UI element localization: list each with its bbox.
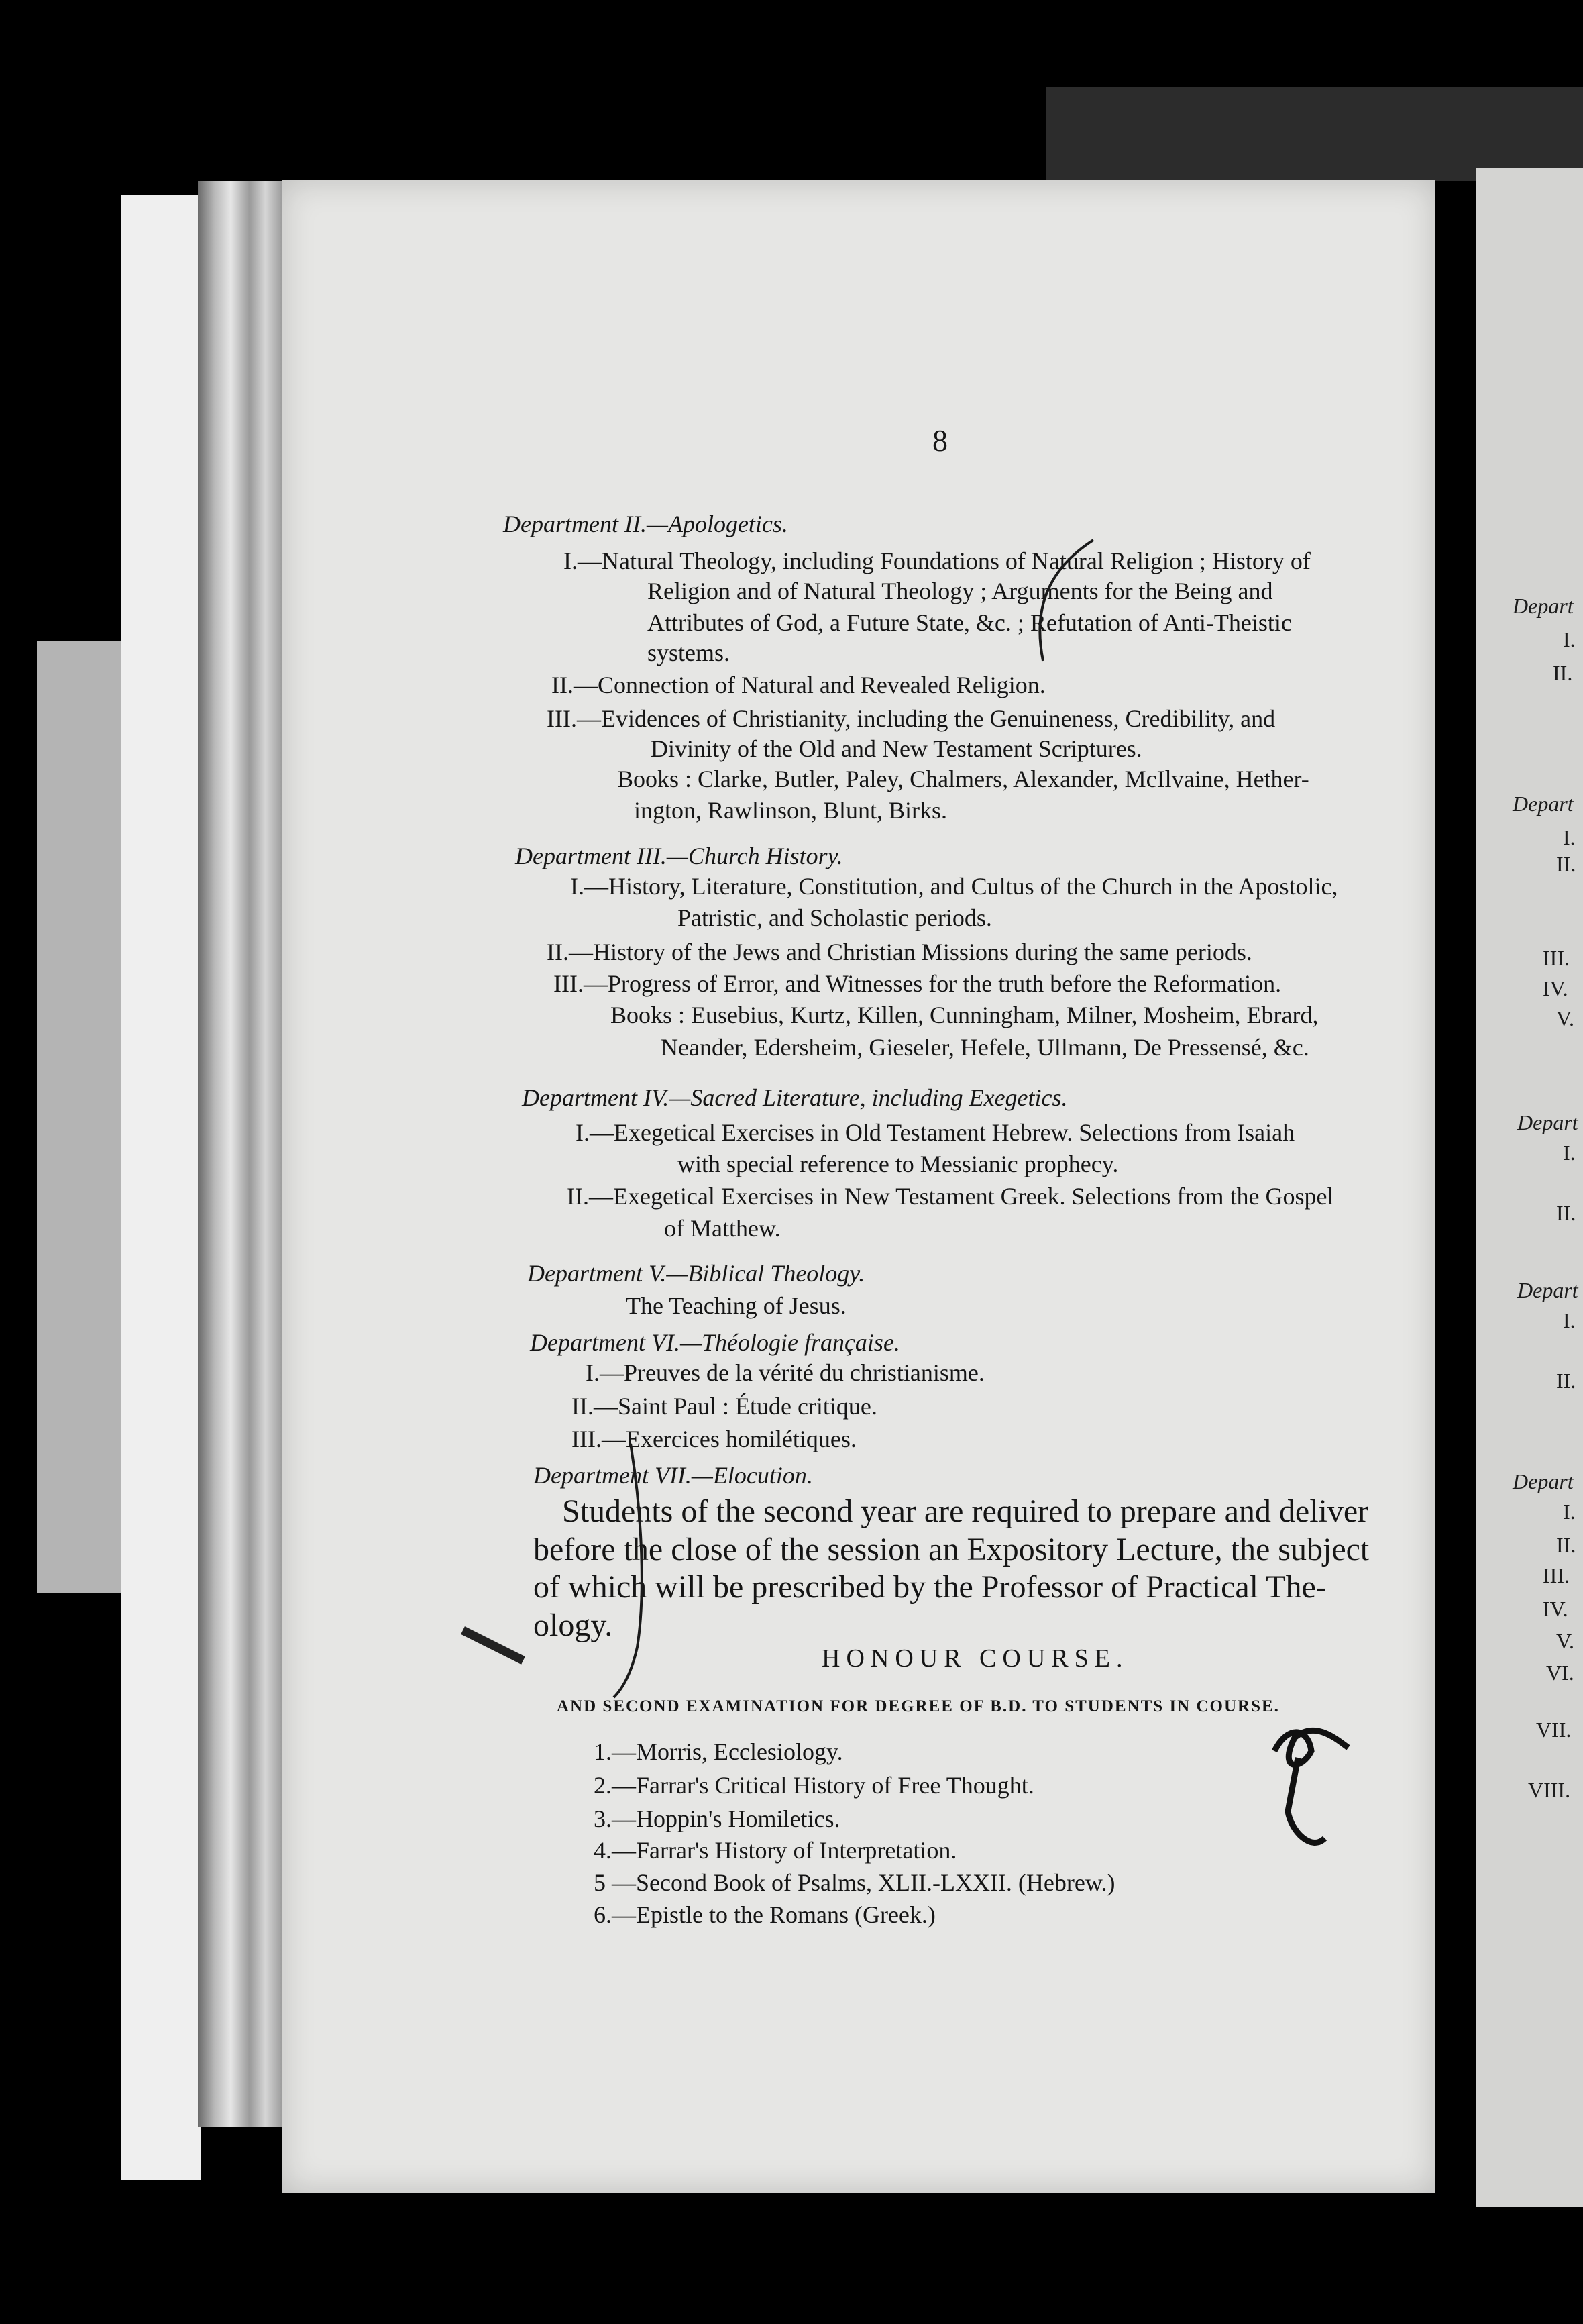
honour-course-item: 2.—Farrar's Critical History of Free Thought.	[594, 1772, 1034, 1799]
course-item-line: II.—History of the Jews and Christian Missions during the same periods.	[547, 939, 1252, 965]
department-heading: Department IV.—Sacred Literature, including Exegetics.	[522, 1084, 1068, 1111]
course-item-line: Books : Clarke, Butler, Paley, Chalmers, Alexander, McIlvaine, Hether-	[617, 765, 1309, 792]
course-item-line: Religion and of Natural Theology ; Arguments for the Being and	[647, 578, 1273, 604]
course-item-line: II.—Connection of Natural and Revealed Religion.	[551, 672, 1046, 698]
course-item-line: Neander, Edersheim, Gieseler, Hefele, Ullmann, De Pressensé, &c.	[661, 1034, 1309, 1061]
elocution-paragraph-line: ology.	[533, 1607, 613, 1643]
course-item-line: I.—Preuves de la vérité du christianisme.	[586, 1359, 985, 1386]
course-item-line: with special reference to Messianic prophecy.	[677, 1151, 1119, 1177]
facing-page-label: Depart	[1513, 594, 1574, 618]
elocution-paragraph-line: before the close of the session an Expository Lecture, the subject	[533, 1532, 1370, 1567]
department-heading: Department VII.—Elocution.	[533, 1462, 813, 1489]
handwritten-signature-mark	[1274, 1730, 1348, 1842]
course-item-line: Attributes of God, a Future State, &c. ; Refutation of Anti-Theistic	[647, 609, 1292, 636]
facing-page-label: II.	[1556, 1201, 1576, 1225]
course-item-line: Patristic, and Scholastic periods.	[677, 904, 992, 931]
facing-page-label: II.	[1556, 1533, 1576, 1557]
facing-page-label: VII.	[1536, 1718, 1572, 1742]
facing-page-label: I.	[1563, 627, 1576, 651]
facing-page-label: V.	[1556, 1006, 1574, 1031]
department-heading: Department II.—Apologetics.	[503, 511, 788, 537]
honour-course-title: HONOUR COURSE.	[822, 1644, 1129, 1673]
facing-page-label: I.	[1563, 1141, 1576, 1165]
course-item-line: II.—Saint Paul : Étude critique.	[571, 1393, 877, 1420]
honour-course-subtitle: AND SECOND EXAMINATION FOR DEGREE OF B.D. TO STUDENTS IN COURSE.	[557, 1697, 1280, 1715]
facing-page-label: VI.	[1546, 1660, 1574, 1685]
honour-course-item: 1.—Morris, Ecclesiology.	[594, 1738, 843, 1765]
course-item-line: I.—Exegetical Exercises in Old Testament Hebrew. Selections from Isaiah	[576, 1119, 1295, 1146]
facing-page-label: Depart	[1513, 1469, 1574, 1493]
facing-page-label: Depart	[1517, 1110, 1578, 1134]
page-number: 8	[932, 423, 948, 458]
facing-page-label: II.	[1556, 852, 1576, 876]
course-item-line: I.—Natural Theology, including Foundations of Natural Religion ; History of	[563, 547, 1311, 574]
facing-page-label: Depart	[1513, 792, 1574, 816]
honour-course-item: 5 —Second Book of Psalms, XLII.-LXXII. (Hebrew.)	[594, 1869, 1115, 1896]
facing-page-label: IV.	[1543, 976, 1568, 1000]
facing-page-label: III.	[1543, 1563, 1570, 1587]
honour-course-item: 4.—Farrar's History of Interpretation.	[594, 1837, 957, 1864]
course-item-line: I.—History, Literature, Constitution, and Cultus of the Church in the Apostolic,	[570, 873, 1338, 900]
course-item-line: ington, Rawlinson, Blunt, Birks.	[634, 797, 948, 824]
pen-stroke-mark	[1040, 540, 1093, 661]
facing-page-label: VIII.	[1528, 1778, 1571, 1802]
facing-page-label: IV.	[1543, 1597, 1568, 1621]
facing-page-label: III.	[1543, 946, 1570, 970]
pencil-arrow-mark	[463, 1630, 523, 1660]
facing-page-label: I.	[1563, 825, 1576, 849]
elocution-paragraph-line: Students of the second year are required to prepare and deliver	[562, 1493, 1369, 1529]
facing-page-label: I.	[1563, 1499, 1576, 1524]
facing-page-label: V.	[1556, 1629, 1574, 1653]
course-item-line: III.—Exercices homilétiques.	[571, 1426, 857, 1452]
elocution-paragraph-line: of which will be prescribed by the Professor of Practical The-	[533, 1569, 1327, 1605]
course-item-line: Books : Eusebius, Kurtz, Killen, Cunningham, Milner, Mosheim, Ebrard,	[610, 1002, 1319, 1028]
facing-page-label: Depart	[1517, 1278, 1578, 1302]
course-item-line: III.—Progress of Error, and Witnesses for the truth before the Reformation.	[553, 970, 1282, 997]
course-item-line: III.—Evidences of Christianity, including the Genuineness, Credibility, and	[547, 705, 1276, 732]
department-heading: Department III.—Church History.	[515, 843, 843, 869]
pencil-bracket-mark	[614, 1444, 642, 1697]
course-item-line: The Teaching of Jesus.	[626, 1292, 847, 1319]
course-item-line: Divinity of the Old and New Testament Scriptures.	[651, 735, 1142, 762]
course-item-line: II.—Exegetical Exercises in New Testament Greek. Selections from the Gospel	[567, 1183, 1334, 1210]
course-item-line: systems.	[647, 639, 730, 666]
course-item-line: of Matthew.	[664, 1215, 781, 1242]
department-heading: Department V.—Biblical Theology.	[527, 1260, 865, 1287]
facing-page-label: II.	[1553, 661, 1573, 685]
department-heading: Department VI.—Théologie française.	[530, 1329, 900, 1356]
honour-course-item: 3.—Hoppin's Homiletics.	[594, 1805, 840, 1832]
honour-course-item: 6.—Epistle to the Romans (Greek.)	[594, 1901, 936, 1928]
facing-page-label: II.	[1556, 1369, 1576, 1393]
facing-page-label: I.	[1563, 1308, 1576, 1332]
